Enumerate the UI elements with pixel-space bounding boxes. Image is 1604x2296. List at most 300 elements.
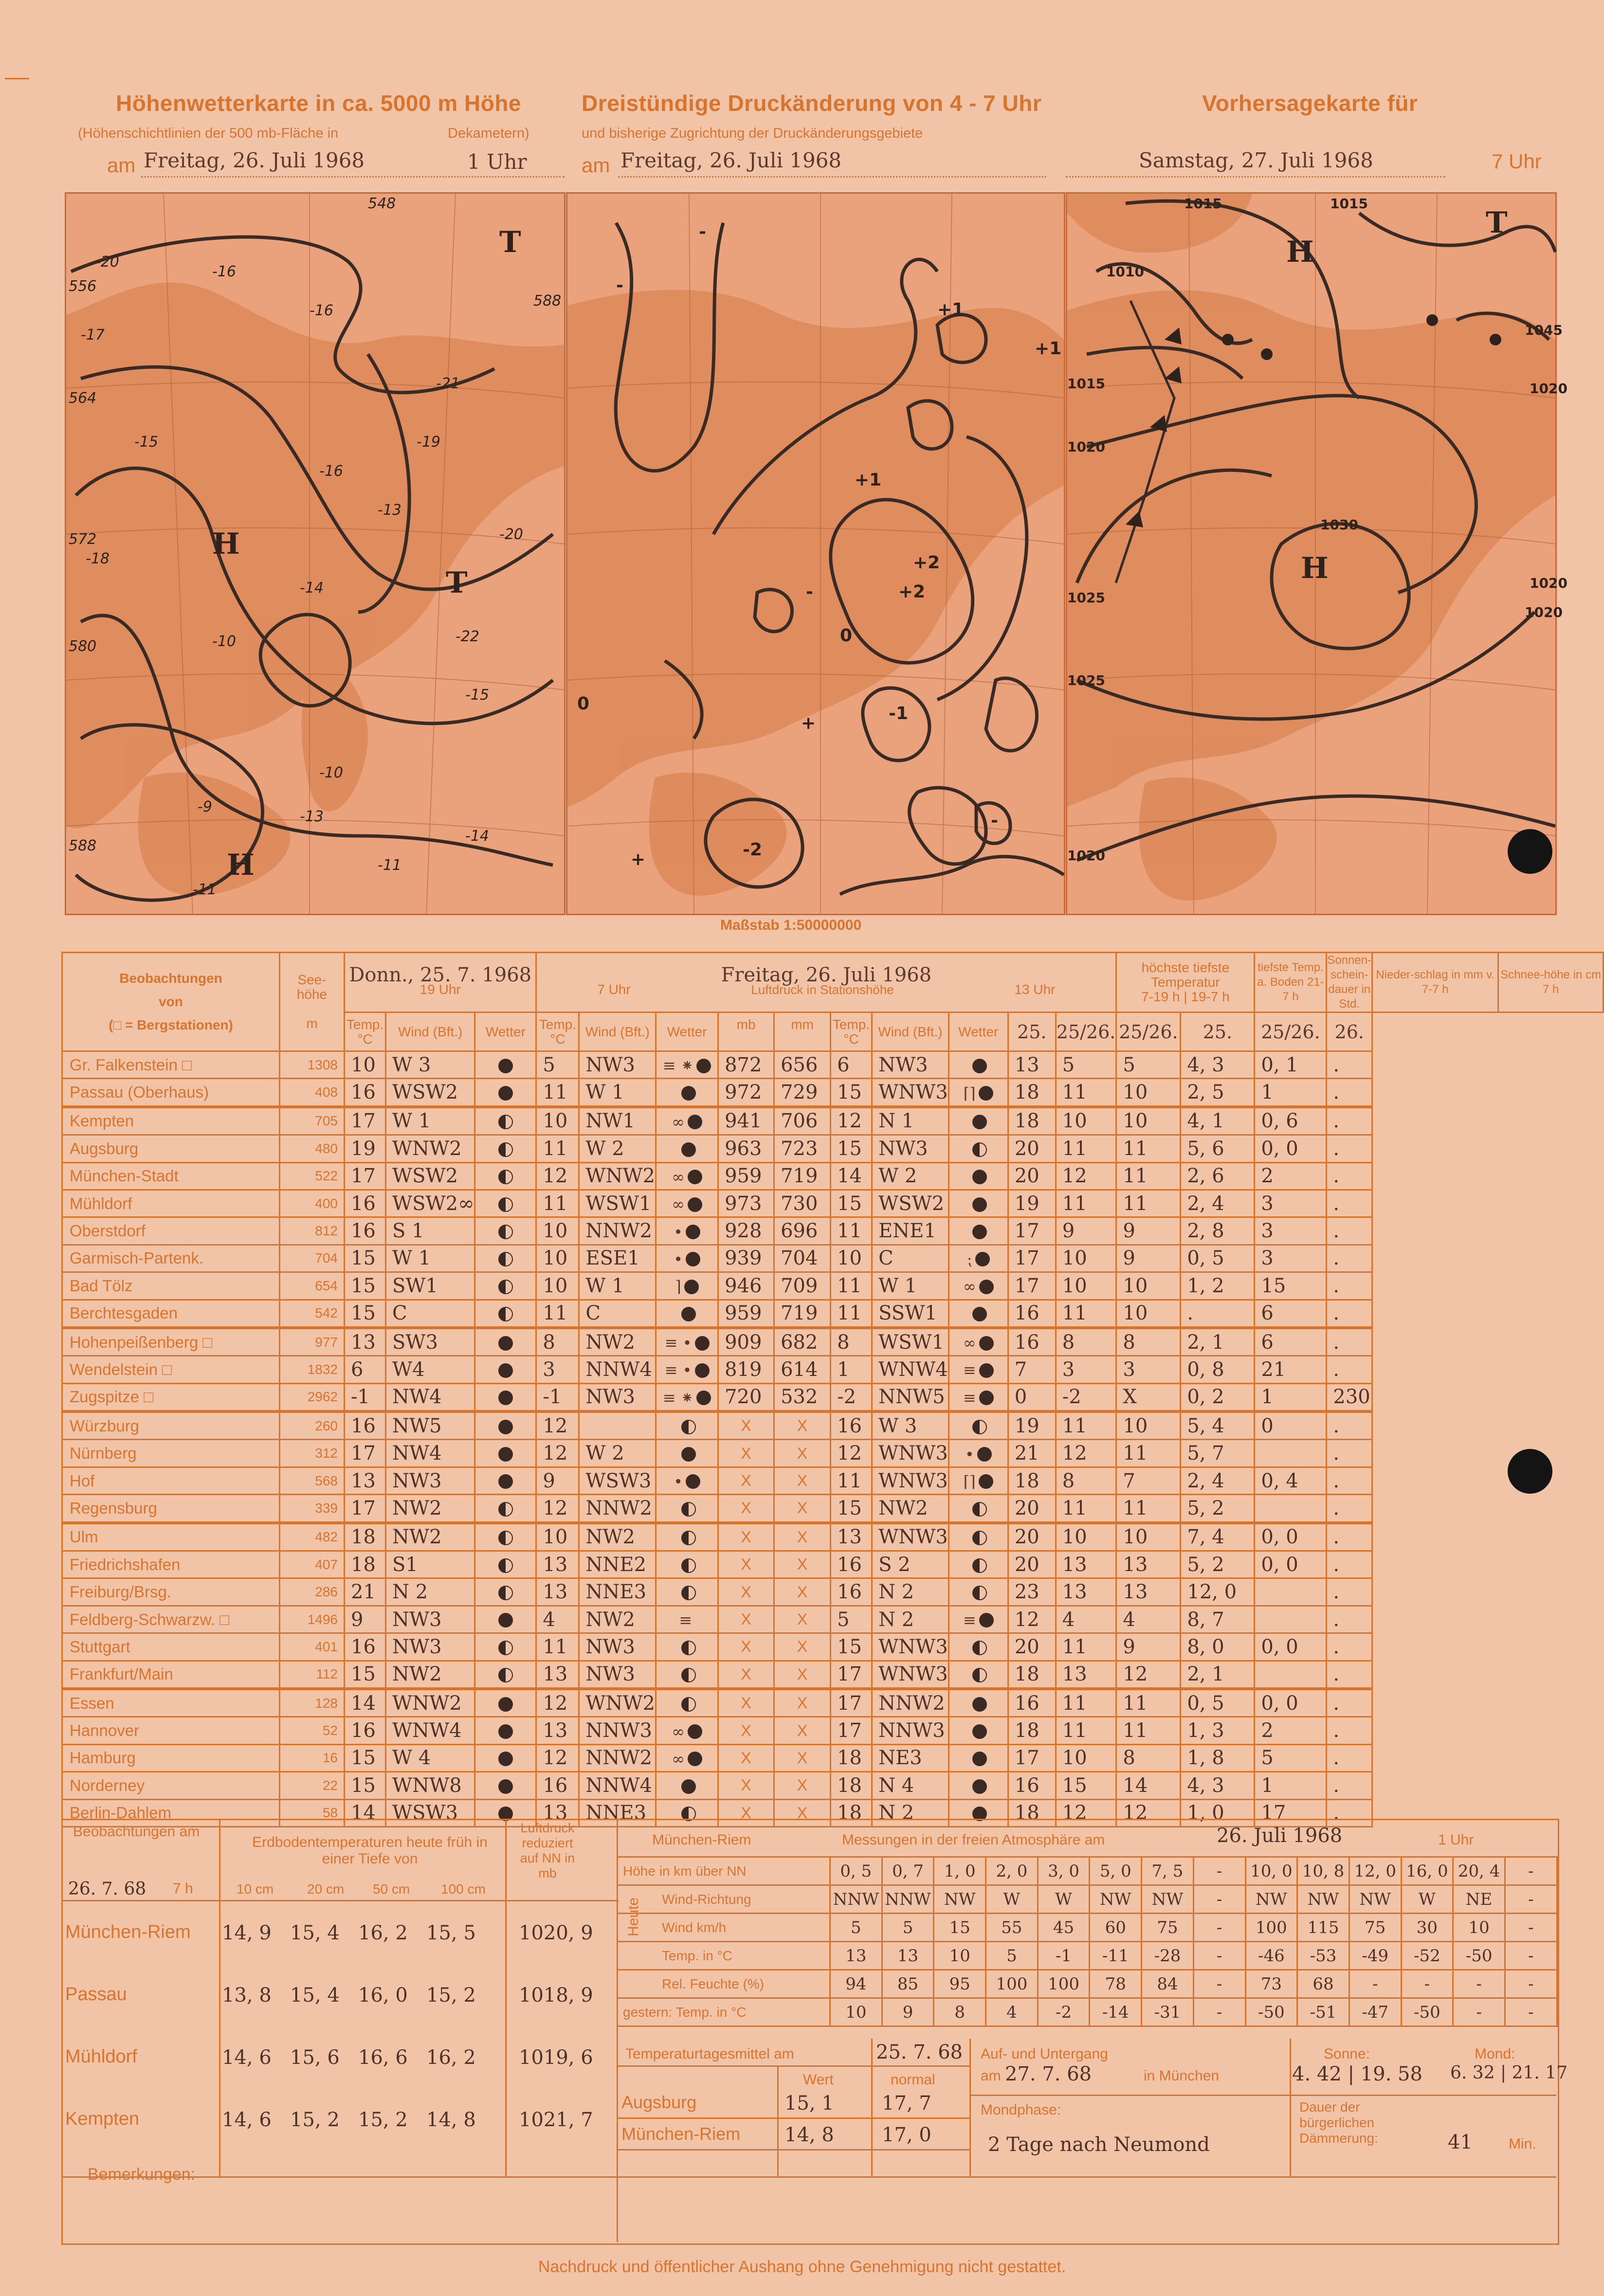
table-row [62,1411,1604,1440]
weather-thu [475,1135,536,1162]
temp-fri-7: 11 [536,1190,579,1217]
temp-fri-13: 8 [831,1328,872,1356]
map1-label: -10 [212,633,236,650]
weather-fri-7: • [656,1217,718,1245]
aloft-cell: 16, 0 [1401,1857,1453,1885]
daily-divider [871,2039,873,2177]
high-pressure-marker: H [212,527,240,561]
daily-normal: 17, 0 [882,2124,931,2146]
map3-isobar-label: 1030 [1320,517,1358,533]
temp-fri-13: 6 [831,1051,872,1079]
sunshine: 2, 4 [1181,1467,1255,1494]
weather-thu [475,1467,536,1494]
weather-fri-13 [948,1551,1008,1578]
aloft-cell: -2 [1038,1998,1090,2026]
station-altitude: 1832 [280,1356,345,1383]
precipitation: 1 [1255,1772,1327,1799]
aloft-cell: - [1453,1970,1505,1998]
wind-thu: W 3 [386,1051,475,1079]
temp-thu: 17 [345,1162,386,1190]
weather-fri-13 [948,1523,1008,1551]
temp-fri-7: 12 [536,1411,579,1440]
depth-10: 10 cm [237,1881,274,1897]
ground-temp: 3 [1116,1356,1181,1383]
forecast-date: Samstag, 27. Juli 1968 [1139,148,1373,172]
aloft-cell: 0, 7 [882,1857,934,1885]
pressure-mm: 723 [774,1135,831,1162]
table-row [62,1440,1604,1467]
map2-label: -2 [743,840,762,860]
map2-label: +2 [898,582,926,602]
temp-fri-7: -1 [536,1383,579,1411]
temp-max: 21 [1008,1440,1056,1467]
aloft-cell: 10 [1453,1914,1505,1942]
pressure-mb: X [718,1523,774,1551]
aloft-date: 26. Juli 1968 [1217,1825,1343,1847]
wind-fri-13: NNW3 [872,1717,949,1744]
soil-temp: 15, 2 [358,2109,408,2131]
pressure-mm: 696 [774,1217,831,1245]
sunshine: 0, 8 [1181,1356,1255,1383]
sun-date: 27. 7. 68 [1005,2063,1092,2085]
wind-fri-7: NNW4 [579,1772,656,1799]
aloft-title: Messungen in der freien Atmosphäre am [842,1832,1105,1848]
temp-max: 19 [1008,1190,1056,1217]
wind-fri-7: NW1 [579,1107,656,1135]
wind-fri-13: WSW1 [872,1328,949,1356]
wind-fri-13: S 2 [872,1551,949,1578]
pressure-mb: 941 [718,1107,774,1135]
temp-max: 16 [1008,1772,1056,1799]
weather-fri-13 [948,1300,1008,1328]
temp-max: 18 [1008,1799,1056,1826]
upper-map-subtitle-unit: Dekametern) [448,126,529,141]
map1-label: 564 [69,390,97,407]
moon-phase-label: Mondphase: [981,2102,1061,2118]
aloft-row-label: gestern: Temp. in °C [618,1998,830,2026]
pressure-mb: X [718,1772,774,1799]
snow-depth: . [1327,1578,1372,1606]
pressure-mm: X [774,1578,831,1606]
ground-temp: 12 [1116,1799,1181,1826]
temp-fri-7: 8 [536,1328,579,1356]
snow-depth: . [1327,1606,1372,1633]
temp-max: 12 [1008,1606,1056,1633]
aloft-cell: 75 [1142,1914,1194,1942]
pressure-mb: 959 [718,1162,774,1190]
soil-temp: 15, 4 [290,1922,340,1944]
station-name: Stuttgart [62,1633,280,1661]
temp-max: 17 [1008,1217,1056,1245]
table-row [62,1772,1604,1799]
aloft-table [617,1856,1558,2027]
friday-header: Freitag, 26. Juli 1968 7 Uhr Luftdruck in Stationshöhe 13 Uhr [536,953,1116,1012]
station-name: Würzburg [62,1411,280,1440]
precipitation: 0, 0 [1255,1689,1327,1717]
sunshine: 4, 1 [1181,1107,1255,1135]
wind-fri-13: WNW3 [872,1467,949,1494]
snow-depth: . [1327,1272,1372,1300]
weather-thu [475,1772,536,1799]
temp-fri-13: 17 [831,1689,872,1717]
soil-temp: 14, 6 [222,2109,272,2131]
thursday-header: Donn., 25. 7. 1968 19 Uhr [345,953,536,1012]
wind-col-header: Wind (Bft.) [872,1012,949,1051]
aloft-cell: - [1505,1942,1557,1970]
aloft-cell: 60 [1090,1914,1142,1942]
map1-label: -16 [310,302,333,319]
sunshine: 1, 2 [1181,1272,1255,1300]
aloft-row-label: Höhe in km über NN [618,1857,830,1885]
aloft-cell: -31 [1142,1998,1194,2026]
station-name: Bad Tölz [62,1272,280,1300]
weather-fri-13 [948,1051,1008,1079]
map2-label: + [631,850,646,869]
pressure-mb: 973 [718,1190,774,1217]
weather-fri-13: • [948,1440,1008,1467]
station-altitude: 408 [280,1079,345,1107]
station-name: Hof [62,1467,280,1494]
snow-depth: . [1327,1633,1372,1661]
wind-thu: WSW3 [386,1799,475,1826]
aloft-cell: 1, 0 [934,1857,986,1885]
wind-fri-7: C [579,1300,656,1328]
low-pressure-marker: T [1486,206,1508,240]
soil-temp: 16, 2 [358,1922,408,1944]
aloft-cell: W [1038,1885,1090,1914]
temp-fri-7: 12 [536,1440,579,1467]
temp-fri-13: 16 [831,1551,872,1578]
temp-min: 11 [1056,1411,1116,1440]
sunshine: 0, 2 [1181,1383,1255,1411]
pressure-mb: X [718,1495,774,1523]
sun-divider [1290,2039,1291,2177]
upper-air-map-drawing [66,194,564,914]
weather-fri-7 [656,1523,718,1551]
aloft-row-label: Wind km/h [618,1914,830,1942]
weather-fri-7 [656,1135,718,1162]
low-pressure-marker: T [446,566,468,600]
station-altitude: 52 [280,1717,345,1744]
ground-temp: 10 [1116,1107,1181,1135]
temp-fri-13: 14 [831,1162,872,1190]
map2-label: - [806,582,813,602]
pressure-mb: 963 [718,1135,774,1162]
map1-label: 588 [69,837,97,854]
pressure-change-title: Dreistündige Druckänderung von 4 - 7 Uhr [582,90,1042,116]
weather-fri-13 [948,1578,1008,1606]
map2-label: - [616,275,623,295]
pressure-mm: X [774,1606,831,1633]
wind-fri-7: NNE2 [579,1551,656,1578]
station-altitude: 654 [280,1272,345,1300]
wind-thu: NW3 [386,1633,475,1661]
table-row [62,1272,1604,1300]
table-row [62,1633,1604,1661]
precipitation [1255,1606,1327,1633]
temp-min: 13 [1056,1578,1116,1606]
map1-label: -13 [300,808,324,825]
temp-max: 7 [1008,1356,1056,1383]
map3-isobar-label: 1045 [1525,322,1563,338]
pressure-mm: 730 [774,1190,831,1217]
ground-temp: 14 [1116,1772,1181,1799]
station-altitude: 339 [280,1495,345,1523]
weather-fri-13 [948,1495,1008,1523]
weather-fri-13 [948,1107,1008,1135]
precipitation: 0 [1255,1411,1327,1440]
twilight-unit: Min. [1509,2136,1536,2152]
aloft-time: 1 Uhr [1438,1832,1474,1848]
sunshine: 8, 0 [1181,1633,1255,1661]
pressure-mb: X [718,1689,774,1717]
temp-min: 3 [1056,1356,1116,1383]
daily-row [617,2119,969,2151]
ground-temp: 8 [1116,1744,1181,1772]
wind-fri-13: N 2 [872,1578,949,1606]
pressure-mm: X [774,1744,831,1772]
weather-thu [475,1356,536,1383]
sunshine: 12, 0 [1181,1578,1255,1606]
weather-fri-13: ∞ [948,1328,1008,1356]
table-row [62,1551,1604,1578]
wind-thu: SW3 [386,1328,475,1356]
sunshine-header: Sonnen-schein-dauer in Std. [1327,953,1372,1012]
weather-fri-7: ≡ [656,1606,718,1633]
station-name: Augsburg [62,1135,280,1162]
aloft-yesterday [618,1998,1557,2026]
ground-temp: 10 [1116,1523,1181,1551]
map1-label: -9 [198,798,212,815]
temp-thu: 16 [345,1633,386,1661]
weather-fri-13: ⌈⌉ [948,1079,1008,1107]
weather-fri-7: ∞ [656,1190,718,1217]
weather-fri-13: ⁏ [948,1245,1008,1272]
temp-thu: 9 [345,1606,386,1633]
forecast-date-line [1066,176,1445,178]
aloft-cell: W [1401,1885,1453,1914]
pressure-mb: 972 [718,1079,774,1107]
temp-fri-7: 13 [536,1578,579,1606]
upper-map-date-line [141,176,565,178]
station-altitude: 1496 [280,1606,345,1633]
sunshine: 2, 5 [1181,1079,1255,1107]
soil-station: Kempten [65,2109,140,2129]
temp-fri-13: 18 [831,1772,872,1799]
precipitation [1255,1495,1327,1523]
soil-col-divider [505,1819,507,2176]
pressure-mm: X [774,1495,831,1523]
temp-min: 10 [1056,1245,1116,1272]
temp-max: 20 [1008,1135,1056,1162]
wind-thu: NW4 [386,1440,475,1467]
aloft-cell: 3, 0 [1038,1857,1090,1885]
temp-thu: 16 [345,1217,386,1245]
aloft-cell: W [986,1885,1038,1914]
aloft-cell: 13 [882,1942,934,1970]
aloft-cell: - [1505,1914,1557,1942]
soil-temp: 16, 2 [426,2046,476,2069]
station-altitude: 400 [280,1190,345,1217]
snow-depth: . [1327,1079,1372,1107]
wind-fri-13: C [872,1245,949,1272]
temp-fri-7: 13 [536,1661,579,1689]
map3-isobar-label: 1025 [1067,672,1105,688]
map2-label: 0 [840,626,853,646]
ground-temp: 10 [1116,1411,1181,1440]
aloft-cell: 68 [1297,1970,1349,1998]
station-name: Frankfurt/Main [62,1661,280,1689]
aloft-cell: 5, 0 [1090,1857,1142,1885]
snow-depth: 230 [1327,1383,1372,1411]
aloft-temp [618,1942,1557,1970]
daily-station: München-Riem [621,2124,741,2144]
sun-place: in München [1144,2068,1220,2084]
aloft-cell: - [1193,1970,1245,1998]
snow-depth: . [1327,1162,1372,1190]
wind-fri-7: W 1 [579,1079,656,1107]
map3-isobar-label: 1020 [1067,439,1105,455]
soil-temp: 15, 4 [290,1984,340,2007]
pressure-mb: 959 [718,1300,774,1328]
map1-label: -17 [81,326,105,343]
aloft-cell: 15 [934,1914,986,1942]
sunshine: 2, 1 [1181,1328,1255,1356]
snow-depth: . [1327,1551,1372,1578]
wind-fri-13: WNW3 [872,1079,949,1107]
station-altitude: 407 [280,1551,345,1578]
high-pressure-marker: H [1301,551,1329,585]
remarks-divider [61,2176,1556,2178]
snow-depth: . [1327,1135,1372,1162]
weather-fri-13 [948,1633,1008,1661]
temp-thu: 15 [345,1661,386,1689]
pressure-mm: 704 [774,1245,831,1272]
temp-fri-7: 11 [536,1300,579,1328]
temp-max: 18 [1008,1661,1056,1689]
ground-temp: 13 [1116,1578,1181,1606]
temp-fri-7: 9 [536,1467,579,1494]
weather-thu [475,1661,536,1689]
pressure-mm: 709 [774,1272,831,1300]
aloft-humidity [618,1970,1557,1998]
aloft-cell: - [1505,1857,1557,1885]
daily-mean-label: Temperaturtagesmittel am [625,2046,794,2062]
wind-thu: WSW2 [386,1162,475,1190]
temp-max: 17 [1008,1744,1056,1772]
pressure-mm: X [774,1661,831,1689]
soil-pressure: 1019, 6 [519,2046,593,2069]
weather-thu [475,1689,536,1717]
pressure-mb: 939 [718,1245,774,1272]
wind-fri-13: NE3 [872,1744,949,1772]
high-pressure-marker: H [1286,235,1314,269]
weather-fri-7 [656,1411,718,1440]
temp-min: 10 [1056,1107,1116,1135]
sunshine: 2, 6 [1181,1162,1255,1190]
map2-label: +1 [855,470,882,490]
moon-times: 6. 32 | 21. 17 [1450,2063,1568,2083]
wind-fri-7: NNW2 [579,1217,656,1245]
wind-fri-7: NW3 [579,1383,656,1411]
aloft-cell: 75 [1349,1914,1401,1942]
wind-fri-13: N 2 [872,1799,949,1826]
pressure-change-subtitle: und bisherige Zugrichtung der Druckänderungsgebiete [582,126,923,141]
wind-fri-13: NW3 [872,1051,949,1079]
aloft-cell: - [1453,1998,1505,2026]
weather-thu [475,1383,536,1411]
weather-fri-7: ≡ • [656,1328,718,1356]
wind-thu: W 1 [386,1245,475,1272]
map1-label: -11 [378,857,401,874]
temp-min: 12 [1056,1162,1116,1190]
aloft-cell: 55 [986,1914,1038,1942]
weather-thu [475,1411,536,1440]
wind-thu: S 1 [386,1217,475,1245]
temp-min: 15 [1056,1772,1116,1799]
table-row [62,1162,1604,1190]
station-name: Norderney [62,1772,280,1799]
snow-depth: . [1327,1772,1372,1799]
wind-thu: WSW2∞ [386,1190,475,1217]
pressure-mm: X [774,1551,831,1578]
soil-row [61,2027,619,2089]
temp-thu: 17 [345,1107,386,1135]
temp-thu: 14 [345,1689,386,1717]
aloft-cell: 13 [830,1942,882,1970]
pressure-mm: X [774,1633,831,1661]
temp-max: 0 [1008,1383,1056,1411]
wind-thu: NW4 [386,1383,475,1411]
pressure-mb: X [718,1411,774,1440]
temp-thu: 16 [345,1411,386,1440]
temp-thu: 6 [345,1356,386,1383]
wind-fri-13: W 2 [872,1162,949,1190]
aloft-cell: NW [1142,1885,1194,1914]
map1-label: -14 [300,579,324,597]
aloft-cell: - [1193,1914,1245,1942]
station-altitude: 522 [280,1162,345,1190]
weather-col-header: Wetter [475,1012,536,1051]
snow-depth: . [1327,1051,1372,1079]
precipitation: 3 [1255,1245,1327,1272]
daily-wert: 15, 1 [784,2092,834,2115]
temp-fri-13: 5 [831,1606,872,1633]
temp-thu: 21 [345,1578,386,1606]
temp-fri-13: 10 [831,1245,872,1272]
table-row [62,1578,1604,1606]
temp-fri-13: 11 [831,1300,872,1328]
weather-fri-7: ≡ ⁕ [656,1051,718,1079]
table-row [62,1328,1604,1356]
temp-thu: 16 [345,1190,386,1217]
pressure-mb: X [718,1606,774,1633]
upper-map-date: Freitag, 26. Juli 1968 [144,148,365,172]
wind-fri-13: ENE1 [872,1217,949,1245]
aloft-cell: -52 [1401,1942,1453,1970]
wind-col-header: Wind (Bft.) [386,1012,475,1051]
aloft-cell: 100 [986,1970,1038,1998]
station-altitude: 312 [280,1440,345,1467]
weather-thu [475,1272,536,1300]
sunshine: . [1181,1300,1255,1328]
pressure-mb: X [718,1661,774,1689]
wind-thu: W4 [386,1356,475,1383]
temp-fri-7: 12 [536,1162,579,1190]
wind-fri-13: W 3 [872,1411,949,1440]
map1-label: 556 [69,278,97,295]
weather-fri-7 [656,1079,718,1107]
